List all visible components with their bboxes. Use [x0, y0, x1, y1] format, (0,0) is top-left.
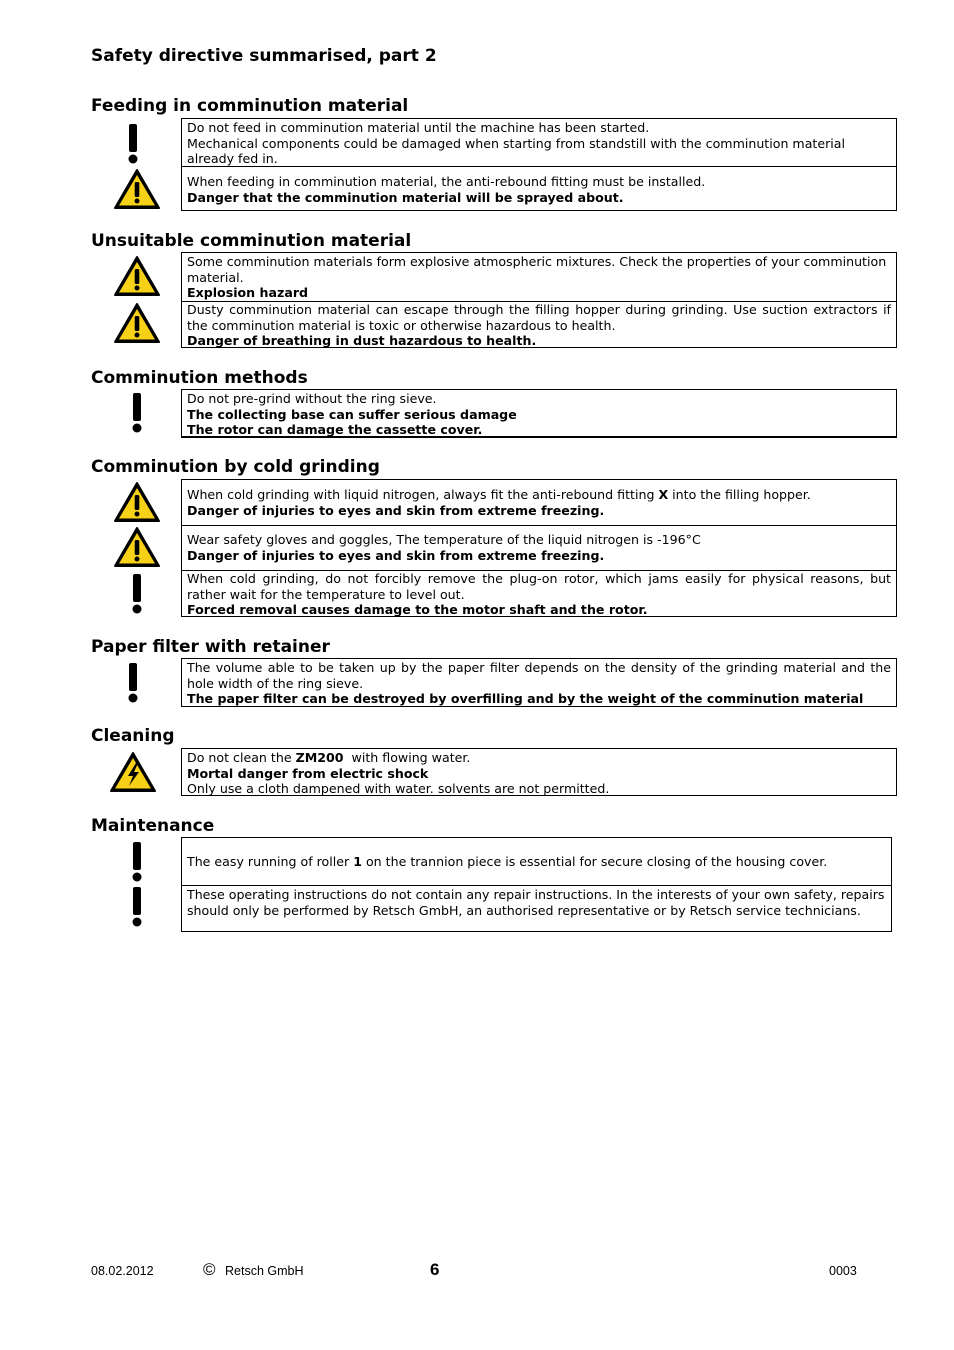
paper-note: The volume able to be taken up by the paper filter depends on the density of the grinding material and the hole width of the ring sieve.	[187, 660, 891, 691]
unsuitable-notice-box	[181, 252, 897, 348]
exclamation-icon	[126, 663, 140, 703]
footer-company: Retsch GmbH	[225, 1264, 304, 1278]
maintenance-note-2: These operating instructions do not contain any repair instructions. In the interests of your own safety, repairs should only be performed by Retsch GmbH, an authorised representative or by Retsch service technicians.	[187, 887, 885, 918]
electric-shock-warning-icon	[109, 751, 157, 793]
paper-notice-row	[182, 659, 896, 707]
cold-notice-row-1	[182, 480, 896, 525]
fitting-x-label: X	[658, 487, 669, 502]
unsuitable-notice-row-1	[182, 253, 896, 301]
maintenance-notice-row-1	[182, 838, 891, 885]
section-heading-cleaning: Cleaning	[91, 726, 175, 746]
cleaning-note-2: Only use a cloth dampened with water. solvents are not permitted.	[187, 781, 610, 796]
cold-note-2: Wear safety gloves and goggles, The temperature of the liquid nitrogen is -196°C	[187, 532, 701, 547]
maintenance-notice-box	[181, 837, 892, 932]
feeding-notice-row-2	[182, 166, 896, 205]
cleaning-notice-row	[182, 749, 896, 797]
cleaning-notice-box	[181, 748, 897, 796]
dust-danger: Danger of breathing in dust hazardous to health.	[187, 333, 537, 348]
cold-notice-row-2	[182, 525, 896, 570]
cold-danger-3: Forced removal causes damage to the motor shaft and the rotor.	[187, 602, 648, 617]
section-heading-cold-grinding: Comminution by cold grinding	[91, 457, 380, 477]
cold-grinding-notice-box	[181, 479, 897, 617]
roller-number: 1	[353, 854, 362, 869]
exclamation-icon	[130, 574, 144, 614]
exclamation-icon	[130, 842, 144, 882]
unsuitable-note-2: Dusty comminution material can escape through the filling hopper during grinding. Use suction extractors if the comminution material is toxic or otherwise hazardous to health.	[187, 302, 891, 333]
paper-filter-notice-box	[181, 658, 897, 707]
methods-note: Do not pre-grind without the ring sieve.	[187, 391, 437, 406]
feeding-note-3: When feeding in comminution material, the anti-rebound fitting must be installed.	[187, 174, 706, 189]
page-title: Safety directive summarised, part 2	[91, 46, 437, 66]
paper-danger: The paper filter can be destroyed by overfilling and by the weight of the comminution material	[187, 691, 864, 706]
copyright-icon: ©	[203, 1260, 216, 1279]
cleaning-note-1: Do not clean the ZM200 with flowing water.	[187, 750, 471, 765]
methods-notice-box	[181, 389, 897, 438]
section-heading-paper-filter: Paper filter with retainer	[91, 637, 330, 657]
methods-danger-2: The rotor can damage the cassette cover.	[187, 422, 483, 437]
feeding-note-1: Do not feed in comminution material until the machine has been started.	[187, 120, 650, 135]
section-heading-maintenance: Maintenance	[91, 816, 215, 836]
feeding-notice-box	[181, 118, 897, 211]
exclamation-icon	[130, 887, 144, 927]
exclamation-icon	[130, 393, 144, 433]
unsuitable-note-1: Some comminution materials form explosive atmospheric mixtures. Check the properties of your comminution material.	[187, 254, 887, 285]
cold-note-1: When cold grinding with liquid nitrogen, always fit the anti-rebound fitting X into the filling hopper.	[187, 487, 811, 502]
section-heading-feeding: Feeding in comminution material	[91, 96, 409, 116]
section-heading-methods: Comminution methods	[91, 368, 308, 388]
electric-shock-danger: Mortal danger from electric shock	[187, 765, 429, 781]
cold-danger-2: Danger of injuries to eyes and skin from extreme freezing.	[187, 547, 605, 563]
warning-triangle-icon	[113, 168, 161, 210]
warning-triangle-icon	[113, 526, 161, 568]
feeding-note-2: Mechanical components could be damaged when starting from standstill with the comminution material already fed in.	[187, 135, 845, 166]
exclamation-icon	[126, 124, 140, 164]
footer-doc-code: 0003	[829, 1264, 857, 1278]
explosion-hazard: Explosion hazard	[187, 285, 309, 300]
methods-notice-row	[182, 390, 896, 438]
warning-triangle-icon	[113, 255, 161, 297]
feeding-danger: Danger that the comminution material will be sprayed about.	[187, 189, 624, 205]
page-number: 6	[430, 1260, 440, 1279]
cold-danger-1: Danger of injuries to eyes and skin from extreme freezing.	[187, 502, 605, 518]
model-name: ZM200	[295, 750, 344, 765]
section-heading-unsuitable: Unsuitable comminution material	[91, 231, 412, 251]
methods-danger-1: The collecting base can suffer serious damage	[187, 406, 517, 422]
maintenance-notice-row-2	[182, 885, 891, 918]
unsuitable-notice-row-2	[182, 301, 896, 349]
cold-note-3: When cold grinding, do not forcibly remove the plug-on rotor, which jams easily for physical reasons, but rather wait for the temperature to level out.	[187, 571, 891, 602]
footer-date: 08.02.2012	[91, 1264, 154, 1278]
feeding-notice-row-1	[182, 119, 896, 166]
maintenance-note-1: The easy running of roller 1 on the trannion piece is essential for secure closing of the housing cover.	[187, 854, 828, 869]
cold-notice-row-3	[182, 570, 896, 618]
warning-triangle-icon	[113, 481, 161, 523]
warning-triangle-icon	[113, 302, 161, 344]
